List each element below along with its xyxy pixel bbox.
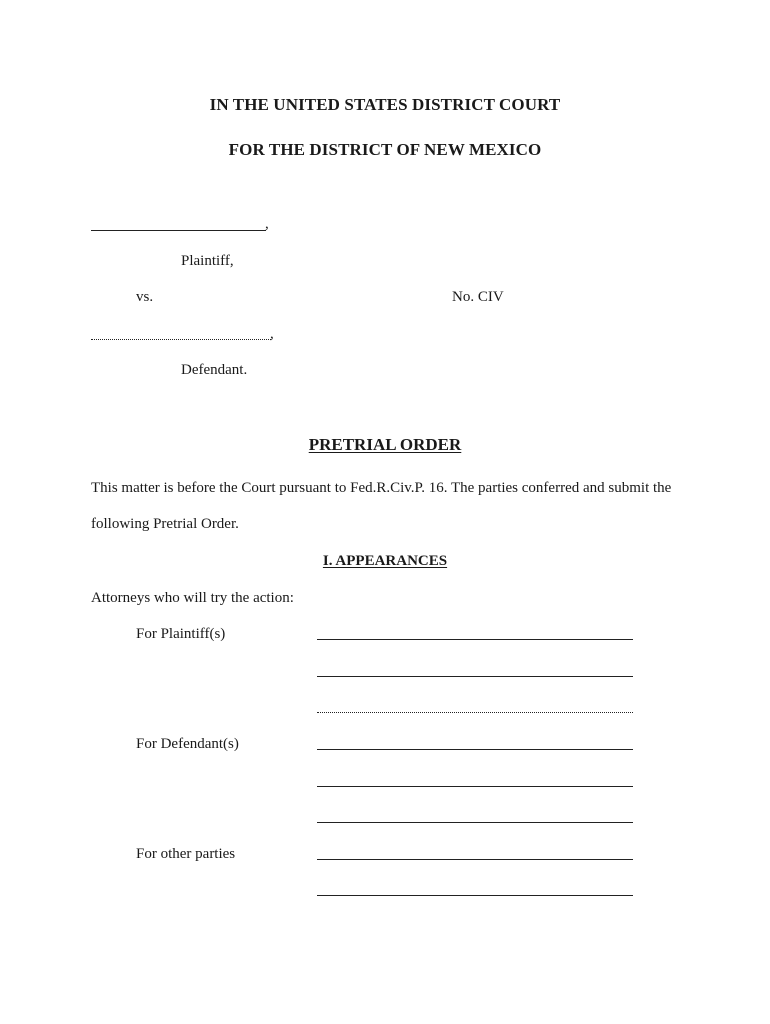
intro-line-2: following Pretrial Order. bbox=[91, 516, 239, 532]
defendant-attorney-blank-3[interactable] bbox=[317, 822, 633, 823]
case-number-label: No. CIV bbox=[452, 289, 504, 305]
versus-label: vs. bbox=[136, 289, 154, 305]
court-name-line: IN THE UNITED STATES DISTRICT COURT bbox=[209, 95, 561, 114]
document-title: PRETRIAL ORDER bbox=[308, 435, 462, 454]
plaintiff-name-blank[interactable] bbox=[91, 230, 266, 231]
plaintiff-label: Plaintiff, bbox=[181, 253, 234, 269]
court-district-line: FOR THE DISTRICT OF NEW MEXICO bbox=[228, 140, 542, 159]
plaintiff-attorney-blank-2[interactable] bbox=[317, 676, 633, 677]
section-heading-wrapper bbox=[0, 552, 770, 570]
intro-line-1: This matter is before the Court pursuant to Fed.R.Civ.P. 16. The parties conferred and submit the bbox=[91, 480, 672, 496]
other-party-attorney-blank-2[interactable] bbox=[317, 895, 633, 896]
document-title-wrapper bbox=[0, 435, 770, 455]
plaintiff-attorney-blank-1[interactable] bbox=[317, 639, 633, 640]
defendant-attorney-blank-1[interactable] bbox=[317, 749, 633, 750]
defendant-label: Defendant. bbox=[181, 362, 248, 378]
plaintiff-comma: , bbox=[265, 216, 269, 232]
plaintiff-attorney-blank-3[interactable] bbox=[317, 712, 633, 713]
for-other-parties-label: For other parties bbox=[136, 846, 236, 862]
defendant-comma: , bbox=[270, 326, 274, 342]
defendant-name-blank[interactable] bbox=[91, 339, 271, 340]
section-heading-appearances: I. APPEARANCES bbox=[322, 553, 448, 569]
for-defendants-label: For Defendant(s) bbox=[136, 736, 239, 752]
defendant-attorney-blank-2[interactable] bbox=[317, 786, 633, 787]
other-party-attorney-blank-1[interactable] bbox=[317, 859, 633, 860]
attorneys-label: Attorneys who will try the action: bbox=[91, 590, 294, 606]
for-plaintiffs-label: For Plaintiff(s) bbox=[136, 626, 226, 642]
